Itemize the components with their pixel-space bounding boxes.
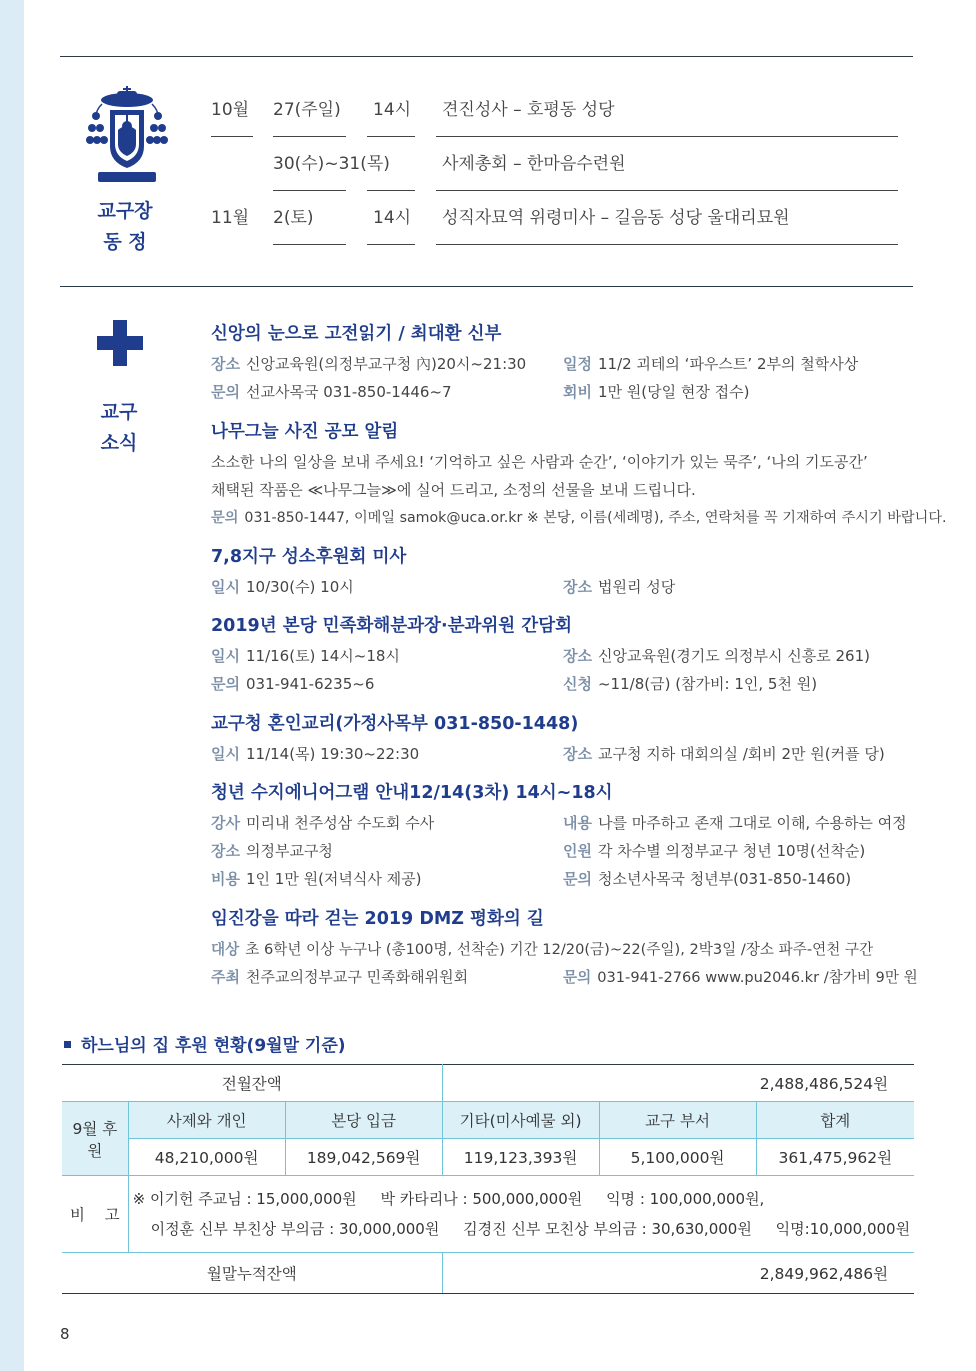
line-text: ~11/8(금) (참가비: 1인, 5천 원) bbox=[597, 675, 818, 693]
line-text: 11/2 괴테의 ‘파우스트’ 2부의 철학사상 bbox=[597, 355, 859, 373]
column-header: 사제와 개인 bbox=[128, 1102, 285, 1139]
schedule-underline bbox=[436, 136, 898, 137]
line-text: 031-850-1447, 이메일 samok@uca.or.kr ※ 본당, 이름(세례명), 주소, 연락처를 꼭 기재하여 주시기 바랍니다. bbox=[244, 510, 947, 526]
news-line bbox=[211, 938, 873, 959]
schedule-underline bbox=[436, 190, 898, 191]
news-line bbox=[211, 381, 452, 402]
donation-title-text: 하느님의 집 후원 현황(9월말 기준) bbox=[81, 1036, 346, 1056]
donation-table bbox=[62, 1064, 914, 1294]
news-line bbox=[211, 812, 434, 833]
news-line bbox=[563, 868, 851, 889]
bishop-title-line2: 동 정 bbox=[103, 231, 147, 253]
schedule-underline bbox=[273, 190, 346, 191]
donation-section-title bbox=[64, 1031, 346, 1056]
note-label: 비 고 bbox=[62, 1176, 128, 1253]
line-text: 소소한 나의 일상을 보내 주세요! ‘기억하고 싶은 사람과 순간’, ‘이야기가 있는 묵주’, ‘나의 기도공간’ bbox=[211, 453, 868, 471]
bishop-title-line1: 교구장 bbox=[97, 200, 153, 222]
line-label: 비용 bbox=[211, 870, 240, 888]
news-line bbox=[563, 381, 749, 402]
news-item-title: 청년 수지에니어그램 안내12/14(3차) 14시~18시 bbox=[211, 783, 613, 803]
news-item-title: 교구청 혼인교리(가정사목부 031-850-1448) bbox=[211, 714, 579, 734]
line-text: 신앙교육원(경기도 의정부시 신흥로 261) bbox=[597, 647, 870, 665]
month-donation-label: 9월 후원 bbox=[62, 1102, 128, 1176]
news-line bbox=[211, 576, 354, 597]
schedule-day: 2(토) bbox=[273, 208, 314, 228]
line-label: 장소 bbox=[211, 842, 240, 860]
table-cell: 119,123,393원 bbox=[442, 1139, 599, 1176]
line-label: 장소 bbox=[563, 745, 592, 763]
news-line bbox=[563, 966, 918, 987]
line-label: 대상 bbox=[211, 941, 240, 958]
schedule-underline bbox=[211, 136, 253, 137]
schedule-underline bbox=[436, 244, 898, 245]
schedule-underline bbox=[367, 136, 415, 137]
line-text: 선교사목국 031-850-1446~7 bbox=[245, 383, 452, 401]
line-text: 미리내 천주성삼 수도회 수사 bbox=[245, 814, 435, 832]
line-text: 11/14(목) 19:30~22:30 bbox=[245, 745, 420, 763]
news-item-title: 나무그늘 사진 공모 알림 bbox=[211, 422, 399, 442]
page-number: 8 bbox=[60, 1325, 70, 1343]
line-label: 인원 bbox=[563, 842, 592, 860]
line-label: 장소 bbox=[563, 578, 592, 596]
line-label: 일시 bbox=[211, 647, 240, 665]
line-label: 일시 bbox=[211, 578, 240, 596]
line-text: 청소년사목국 청년부(031-850-1460) bbox=[597, 870, 852, 888]
line-text: 10/30(수) 10시 bbox=[245, 578, 354, 596]
note-cell bbox=[128, 1176, 914, 1253]
line-label: 문의 bbox=[211, 675, 240, 693]
news-line bbox=[211, 645, 400, 666]
note-line: ※ 이기헌 주교님 : 15,000,000원 박 카타리나 : 500,000,000원 익명 : 100,000,000원, bbox=[132, 1190, 765, 1208]
bishop-section-title bbox=[90, 196, 160, 258]
column-header: 교구 부서 bbox=[599, 1102, 756, 1139]
schedule-day: 27(주일) bbox=[273, 100, 341, 120]
schedule-underline bbox=[367, 190, 415, 191]
schedule-event: 성직자묘역 위령미사 – 길음동 성당 울대리묘원 bbox=[442, 208, 790, 228]
line-text: 법원리 성당 bbox=[597, 578, 676, 596]
schedule-underline bbox=[273, 136, 346, 137]
column-header: 합계 bbox=[756, 1102, 914, 1139]
line-text: 1인 1만 원(저녁식사 제공) bbox=[245, 870, 422, 888]
news-title-line2: 소식 bbox=[100, 432, 138, 454]
news-section-title bbox=[84, 397, 154, 459]
end-balance-label: 월말누적잔액 bbox=[62, 1253, 442, 1294]
line-text: 1만 원(당일 현장 접수) bbox=[597, 383, 750, 401]
news-title-line1: 교구 bbox=[100, 401, 138, 423]
news-line bbox=[211, 353, 526, 374]
line-label: 신청 bbox=[563, 675, 592, 693]
column-header: 기타(미사예물 외) bbox=[442, 1102, 599, 1139]
line-label: 문의 bbox=[211, 383, 240, 401]
line-text: 천주교의정부교구 민족화해위원회 bbox=[245, 968, 469, 986]
side-strip bbox=[0, 0, 24, 1371]
bullet-square-icon bbox=[64, 1041, 71, 1048]
prev-balance-label: 전월잔액 bbox=[62, 1065, 442, 1102]
news-line bbox=[563, 840, 865, 861]
table-row bbox=[62, 1176, 914, 1253]
table-row bbox=[62, 1065, 914, 1102]
line-label: 주최 bbox=[211, 968, 240, 986]
line-text: 신앙교육원(의정부교구청 內)20시~21:30 bbox=[245, 355, 527, 373]
top-divider bbox=[60, 56, 913, 57]
news-line bbox=[211, 840, 333, 861]
schedule-time: 14시 bbox=[373, 100, 412, 120]
line-label: 내용 bbox=[563, 814, 592, 832]
line-label: 회비 bbox=[563, 383, 592, 401]
line-label: 강사 bbox=[211, 814, 240, 832]
line-text: 031-941-2766 www.pu2046.kr /참가비 9만 원 bbox=[597, 969, 918, 986]
news-line bbox=[211, 966, 468, 987]
bishop-crest-icon bbox=[84, 86, 170, 186]
news-item-title: 2019년 본당 민족화해분과장·분과위원 간담회 bbox=[211, 616, 573, 636]
news-line bbox=[211, 507, 947, 527]
line-text: 031-941-6235~6 bbox=[245, 675, 375, 693]
news-line bbox=[563, 645, 870, 666]
table-row bbox=[62, 1139, 914, 1176]
schedule-time: 14시 bbox=[373, 208, 412, 228]
line-text: 각 차수별 의정부교구 청년 10명(선착순) bbox=[597, 842, 866, 860]
line-label: 문의 bbox=[211, 510, 239, 526]
schedule-event: 사제총회 – 한마음수련원 bbox=[442, 154, 626, 174]
news-line bbox=[211, 673, 374, 694]
table-cell: 5,100,000원 bbox=[599, 1139, 756, 1176]
line-text: 의정부교구청 bbox=[245, 842, 333, 860]
news-line bbox=[211, 479, 696, 500]
news-line bbox=[563, 743, 885, 764]
news-item-title: 임진강을 따라 걷는 2019 DMZ 평화의 길 bbox=[211, 909, 544, 929]
news-line bbox=[211, 868, 422, 889]
news-line bbox=[563, 673, 817, 694]
schedule-underline bbox=[273, 244, 346, 245]
table-cell: 189,042,569원 bbox=[285, 1139, 442, 1176]
line-label: 일정 bbox=[563, 355, 592, 373]
line-text: 초 6학년 이상 누구나 (총100명, 선착순) 기간 12/20(금)~22(주일), 2박3일 /장소 파주-연천 구간 bbox=[245, 941, 874, 958]
prev-balance-value: 2,488,486,524원 bbox=[442, 1065, 914, 1102]
column-header: 본당 입금 bbox=[285, 1102, 442, 1139]
cross-icon-bar bbox=[97, 336, 143, 350]
line-label: 문의 bbox=[563, 969, 592, 986]
news-item-title: 신앙의 눈으로 고전읽기 / 최대환 신부 bbox=[211, 324, 502, 344]
schedule-day: 30(수)~31(목) bbox=[273, 154, 390, 174]
table-cell: 361,475,962원 bbox=[756, 1139, 914, 1176]
news-line bbox=[563, 353, 858, 374]
schedule-month: 11월 bbox=[211, 208, 250, 228]
news-line bbox=[563, 812, 907, 833]
table-row bbox=[62, 1253, 914, 1294]
news-line bbox=[211, 451, 868, 472]
news-line bbox=[211, 743, 419, 764]
schedule-month: 10월 bbox=[211, 100, 250, 120]
line-text: 채택된 작품은 ≪나무그늘≫에 실어 드리고, 소정의 선물을 보내 드립니다. bbox=[211, 481, 696, 499]
schedule-event: 견진성사 – 호평동 성당 bbox=[442, 100, 615, 120]
schedule-underline bbox=[367, 244, 415, 245]
line-text: 교구청 지하 대회의실 /회비 2만 원(커플 당) bbox=[597, 745, 885, 763]
table-row bbox=[62, 1102, 914, 1139]
line-label: 장소 bbox=[211, 355, 240, 373]
line-label: 문의 bbox=[563, 870, 592, 888]
table-cell: 48,210,000원 bbox=[128, 1139, 285, 1176]
note-line: 이정훈 신부 부친상 부의금 : 30,000,000원 김경진 신부 모친상 부의금 : 30,630,000원 익명:10,000,000원 bbox=[150, 1220, 911, 1238]
line-text: 11/16(토) 14시~18시 bbox=[245, 647, 400, 665]
line-label: 장소 bbox=[563, 647, 592, 665]
line-label: 일시 bbox=[211, 745, 240, 763]
section-divider bbox=[60, 286, 913, 287]
news-line bbox=[563, 576, 675, 597]
line-text: 나를 마주하고 존재 그대로 이해, 수용하는 여정 bbox=[597, 814, 907, 832]
news-item-title: 7,8지구 성소후원회 미사 bbox=[211, 547, 407, 567]
end-balance-value: 2,849,962,486원 bbox=[442, 1253, 914, 1294]
